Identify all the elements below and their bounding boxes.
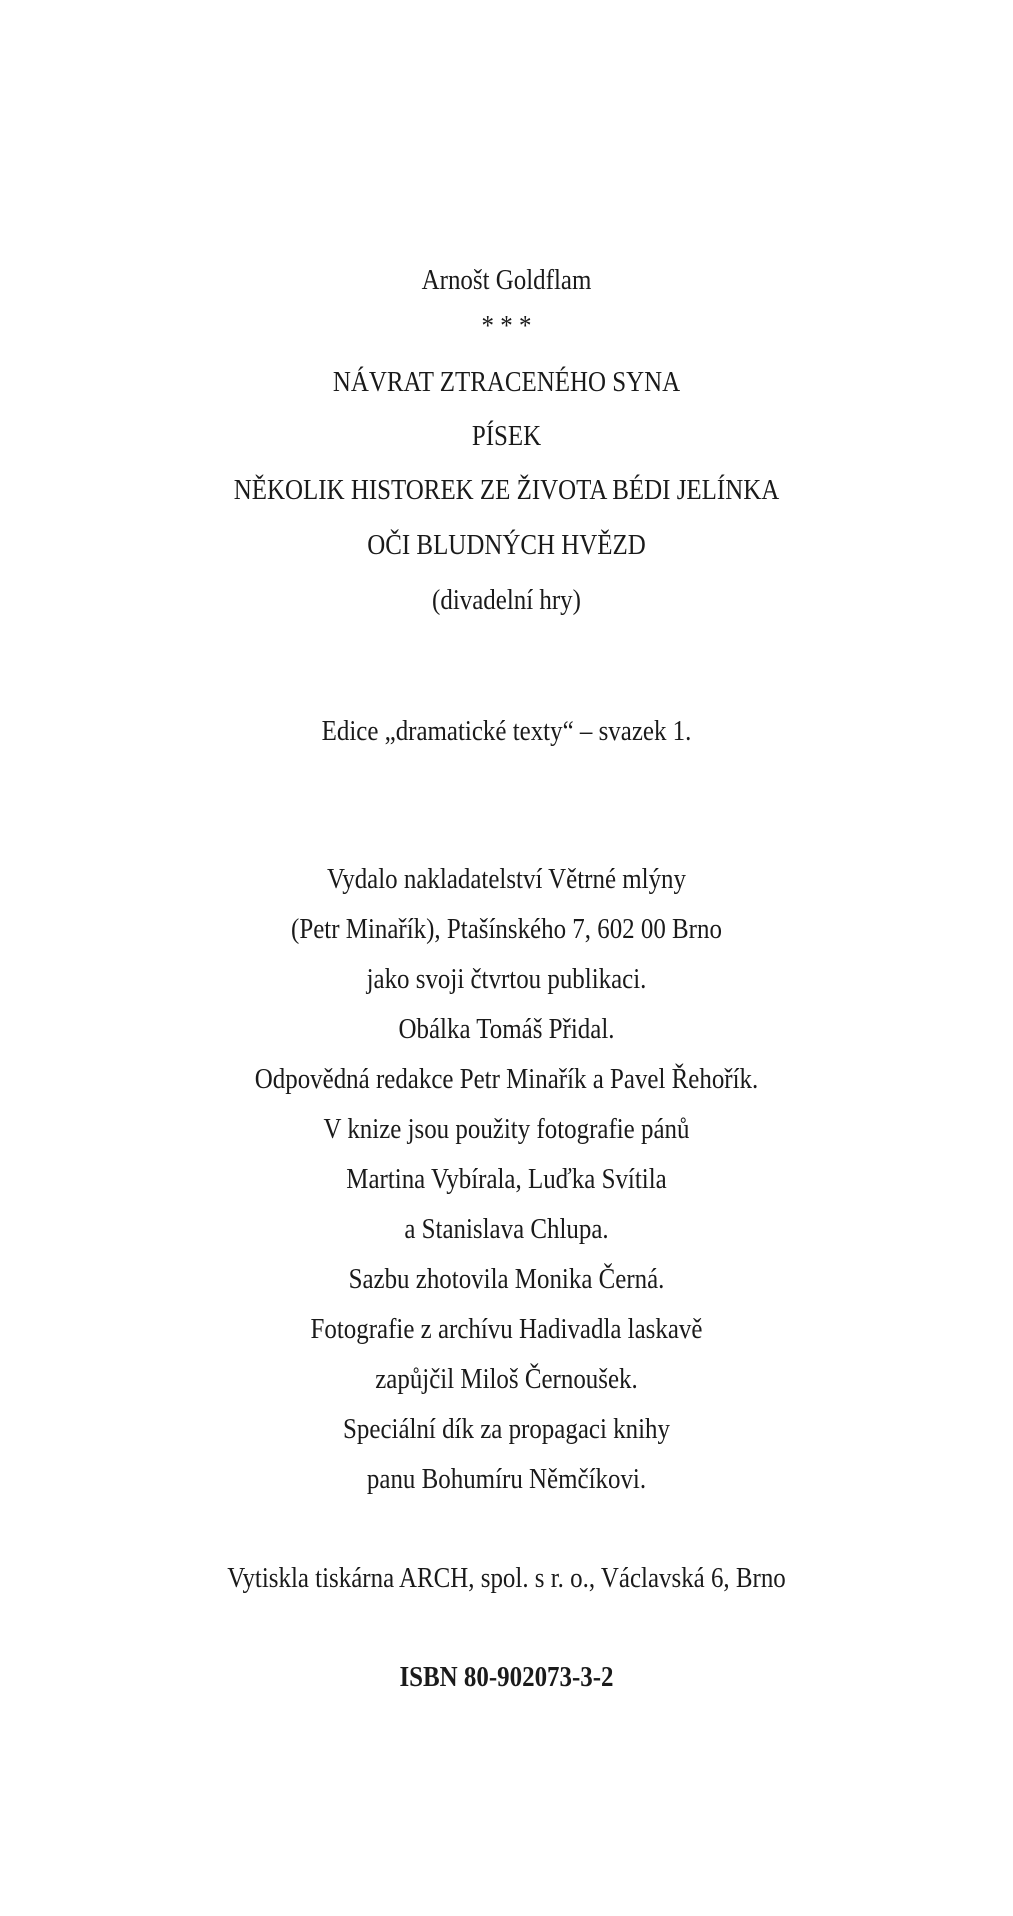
play-title-1: NÁVRAT ZTRACENÉHO SYNA bbox=[332, 366, 681, 398]
imprint-line-5: Odpovědná redakce Petr Minařík a Pavel Řehořík. bbox=[254, 1063, 759, 1095]
author-name: Arnošt Goldflam bbox=[421, 264, 592, 296]
section-separator: * * * bbox=[481, 310, 532, 342]
imprint-line-9: Sazbu zhotovila Monika Černá. bbox=[348, 1263, 665, 1295]
imprint-line-11: zapůjčil Miloš Černoušek. bbox=[375, 1363, 638, 1395]
imprint-line-12: Speciální dík za propagaci knihy bbox=[343, 1413, 670, 1445]
imprint-line-8: a Stanislava Chlupa. bbox=[404, 1213, 609, 1245]
imprint-line-10: Fotografie z archívu Hadivadla laskavě bbox=[310, 1313, 703, 1345]
genre-note: (divadelní hry) bbox=[432, 584, 581, 616]
play-title-2: PÍSEK bbox=[471, 420, 542, 452]
imprint-line-1: Vydalo nakladatelství Větrné mlýny bbox=[326, 863, 687, 895]
imprint-line-13: panu Bohumíru Němčíkovi. bbox=[366, 1463, 647, 1495]
imprint-line-4: Obálka Tomáš Přidal. bbox=[398, 1013, 615, 1045]
imprint-line-3: jako svoji čtvrtou publikaci. bbox=[366, 963, 647, 995]
play-title-3: NĚKOLIK HISTOREK ZE ŽIVOTA BÉDI JELÍNKA bbox=[233, 474, 780, 506]
imprint-line-6: V knize jsou použity fotografie pánů bbox=[323, 1113, 690, 1145]
imprint-line-7: Martina Vybírala, Luďka Svítila bbox=[346, 1163, 667, 1195]
edition-line: Edice „dramatické texty“ – svazek 1. bbox=[321, 715, 692, 747]
play-title-4: OČI BLUDNÝCH HVĚZD bbox=[367, 529, 646, 561]
printer-line: Vytiskla tiskárna ARCH, spol. s r. o., Václavská 6, Brno bbox=[227, 1562, 786, 1594]
isbn-line: ISBN 80-902073-3-2 bbox=[399, 1661, 614, 1693]
imprint-line-2: (Petr Minařík), Ptašínského 7, 602 00 Brno bbox=[291, 913, 722, 945]
